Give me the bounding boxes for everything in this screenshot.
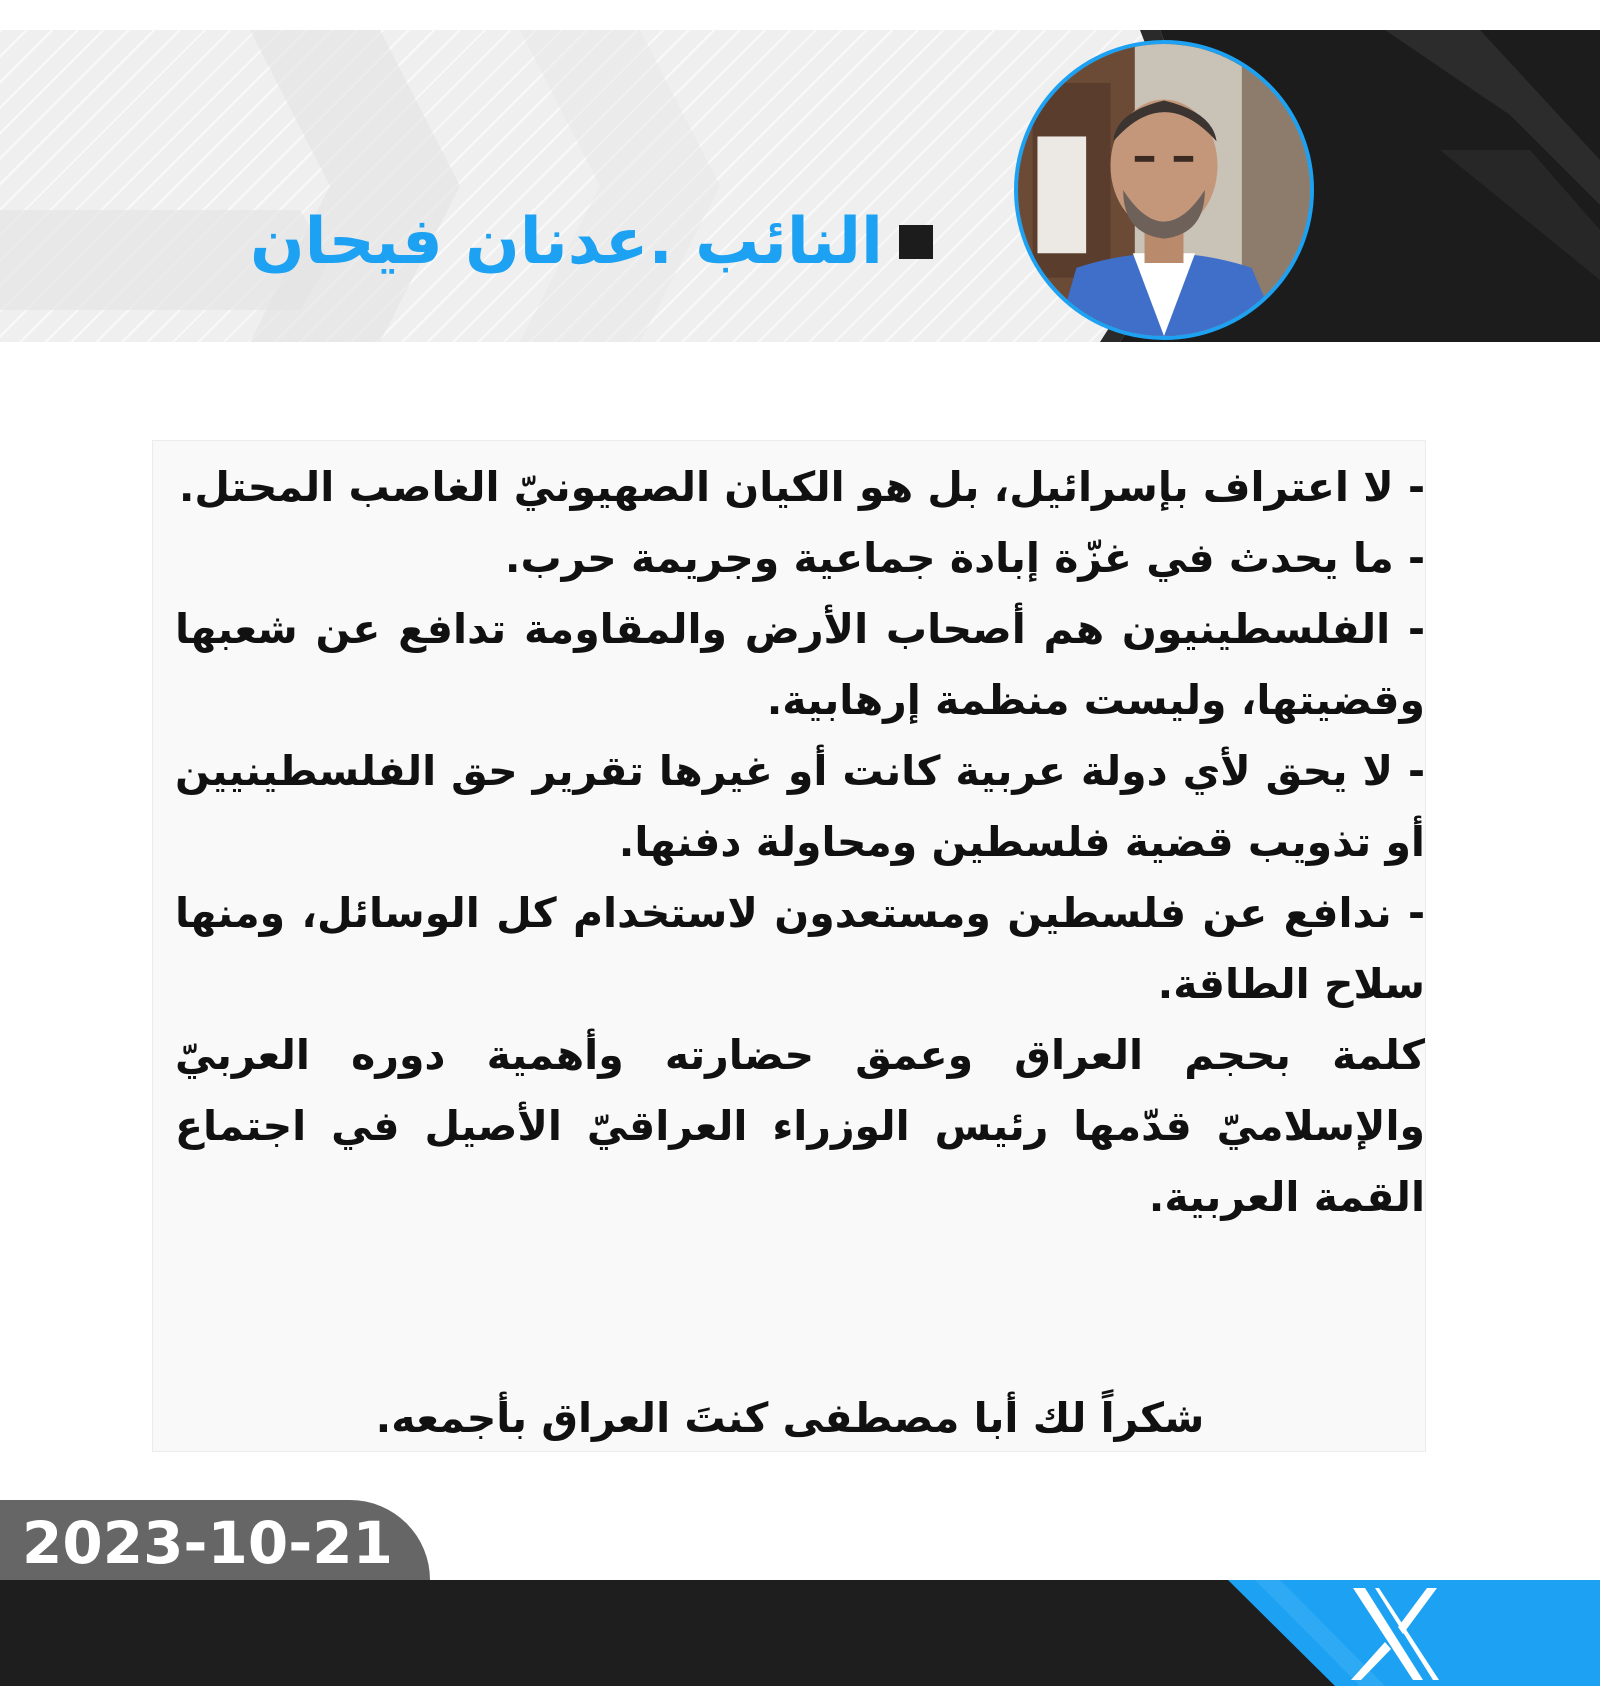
statement-point: - ما يحدث في غزّة إبادة جماعية وجريمة حرب. — [504, 534, 1425, 582]
square-bullet-icon — [899, 225, 933, 259]
person-name: النائب .عدنان فيحان — [250, 205, 883, 279]
avatar — [1014, 40, 1314, 340]
top-margin — [0, 0, 1600, 30]
statement-point: - ندافع عن فلسطين ومستعدون لاستخدام كل الوسائل، ومنها سلاح الطاقة. — [175, 889, 1425, 1008]
statement-point: - الفلسطينيون هم أصحاب الأرض والمقاومة تدافع عن شعبها وقضيتها، وليست منظمة إرهابية. — [175, 605, 1425, 724]
name-heading — [250, 192, 933, 292]
statement-point: كلمة بحجم العراق وعمق حضارته وأهمية دوره العربيّ والإسلاميّ قدّمها رئيس الوزراء العراقيّ الأصيل في اجتماع القمة العربية. — [175, 1031, 1425, 1221]
post-date: 2023-10-21 — [22, 1509, 393, 1577]
statement-point: - لا اعتراف بإسرائيل، بل هو الكيان الصهيونيّ الغاصب المحتل. — [178, 463, 1425, 511]
portrait-photo-icon — [1018, 44, 1310, 336]
x-logo-icon[interactable] — [1345, 1584, 1445, 1684]
closing-line: شكراً لك أبا مصطفى كنتَ العراق بأجمعه. — [375, 1394, 1205, 1442]
statement-text — [175, 452, 1425, 1233]
header-chevron-decoration — [0, 30, 1600, 342]
header-banner — [0, 30, 1600, 342]
bottom-margin — [0, 1686, 1600, 1700]
statement-point: - لا يحق لأي دولة عربية كانت أو غيرها تقرير حق الفلسطينيين أو تذويب قضية فلسطين ومحاولة دفنها. — [175, 747, 1425, 866]
